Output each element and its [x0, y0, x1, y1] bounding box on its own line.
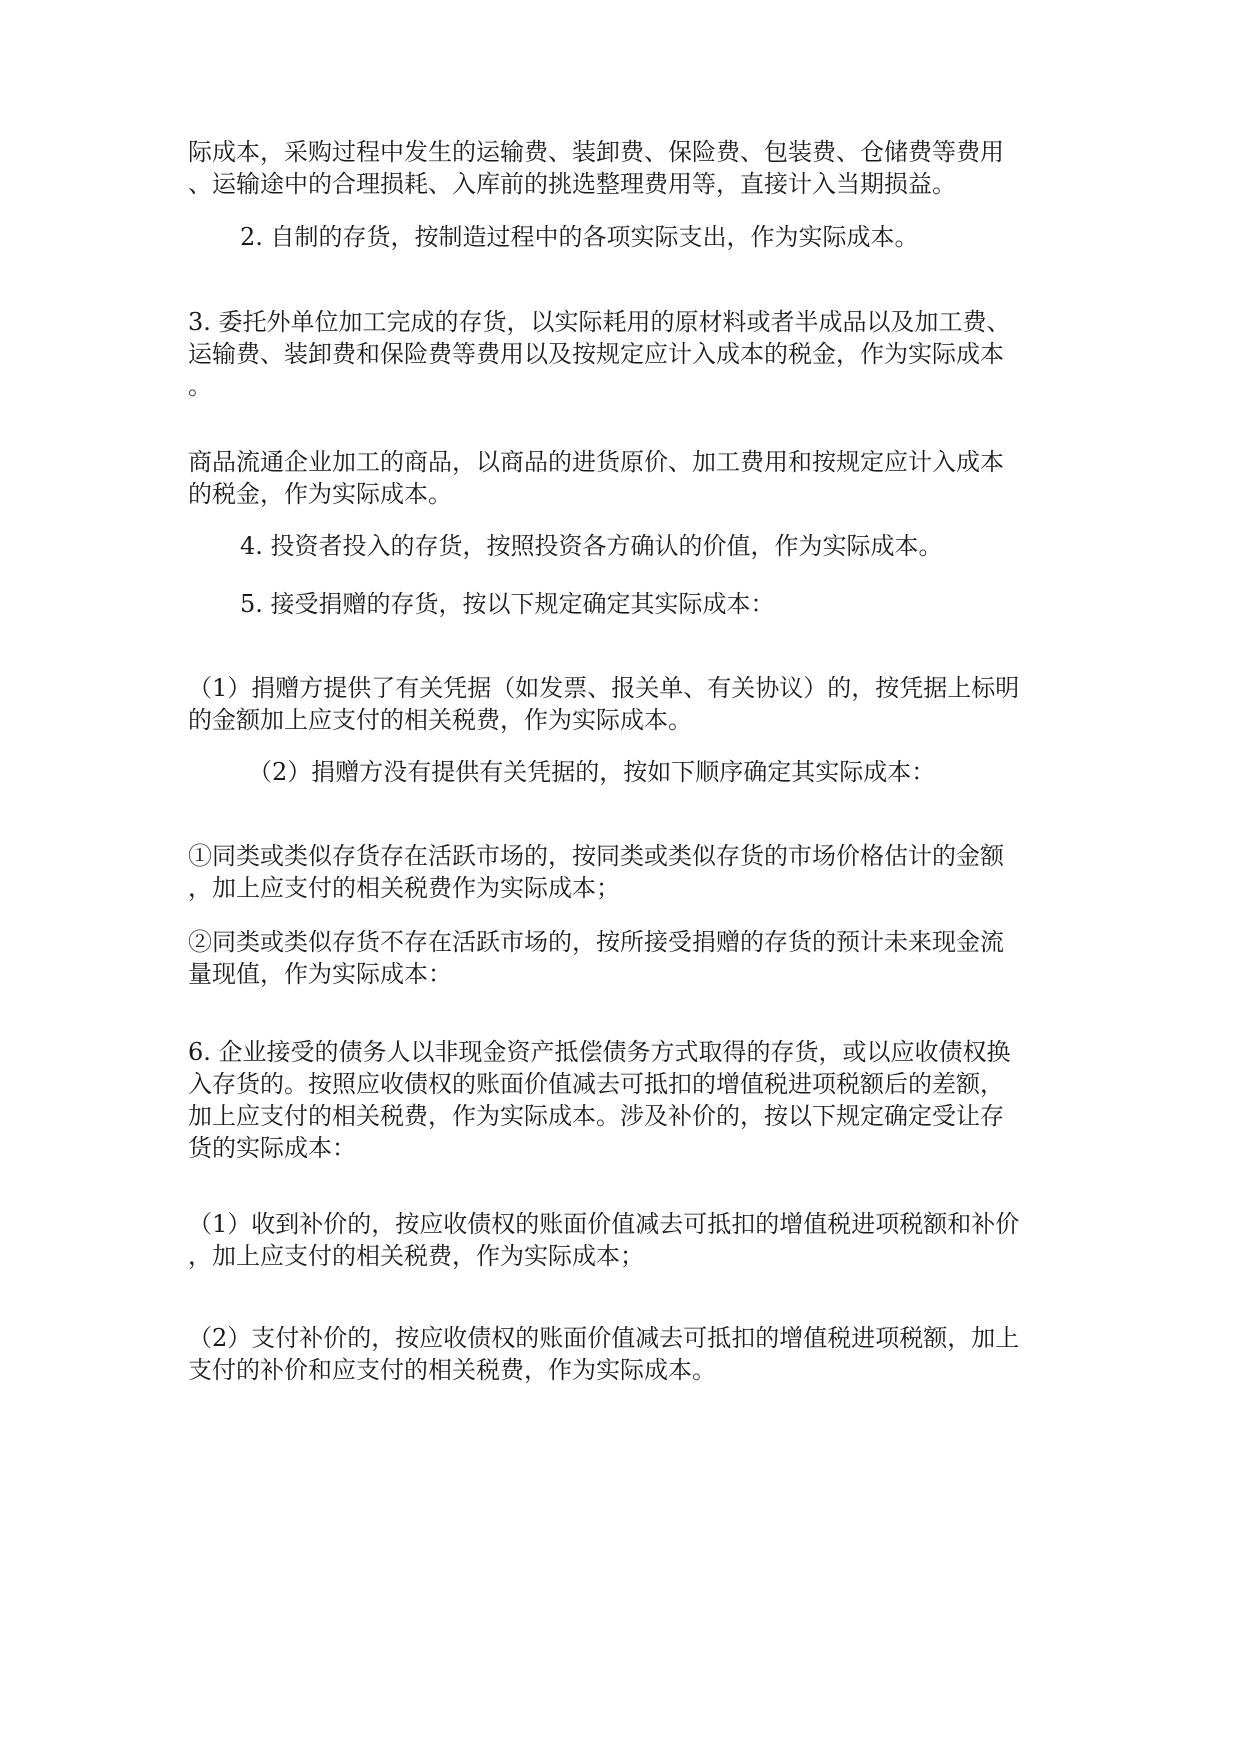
paragraph-circled-2: ②同类或类似存货不存在活跃市场的，按所接受捐赠的存货的预计未来现金流 量现值，作为实际成本： [188, 928, 1004, 988]
paragraph-item-3: 3. 委托外单位加工完成的存货，以实际耗用的原材料或者半成品以及加工费、 运输费、装卸费和保险费等费用以及按规定应计入成本的税金，作为实际成本 。 [188, 308, 1011, 400]
paragraph-6-2: （2）支付补价的，按应收债权的账面价值减去可抵扣的增值税进项税额，加上 支付的补价和应支付的相关税费，作为实际成本。 [188, 1324, 1020, 1384]
paragraph-item-5: 5. 接受捐赠的存货，按以下规定确定其实际成本： [240, 590, 775, 618]
paragraph-commerce: 商品流通企业加工的商品，以商品的进货原价、加工费用和按规定应计入成本 的税金，作为实际成本。 [188, 448, 1004, 508]
paragraph-5-2: （2）捐赠方没有提供有关凭据的，按如下顺序确定其实际成本： [248, 758, 936, 786]
paragraph-5-1: （1）捐赠方提供了有关凭据（如发票、报关单、有关协议）的，按凭据上标明 的金额加上应支付的相关税费，作为实际成本。 [188, 674, 1020, 734]
paragraph-item-2: 2. 自制的存货，按制造过程中的各项实际支出，作为实际成本。 [240, 223, 919, 251]
paragraph-circled-1: ①同类或类似存货存在活跃市场的，按同类或类似存货的市场价格估计的金额 ，加上应支付的相关税费作为实际成本； [188, 842, 1004, 902]
paragraph-6-1: （1）收到补价的，按应收债权的账面价值减去可抵扣的增值税进项税额和补价 ，加上应支付的相关税费，作为实际成本； [188, 1210, 1020, 1270]
paragraph-item-4: 4. 投资者投入的存货，按照投资各方确认的价值，作为实际成本。 [240, 532, 943, 560]
paragraph-purchase-cost: 际成本，采购过程中发生的运输费、装卸费、保险费、包装费、仓储费等费用 、运输途中的合理损耗、入库前的挑选整理费用等，直接计入当期损益。 [188, 138, 1004, 198]
paragraph-item-6: 6. 企业接受的债务人以非现金资产抵偿债务方式取得的存货，或以应收债权换 入存货的。按照应收债权的账面价值减去可抵扣的增值税进项税额后的差额， 加上应支付的相关税费，作为实际成本。涉及补价的，按以下规定确定受让存 货的实际成本： [188, 1038, 1011, 1162]
